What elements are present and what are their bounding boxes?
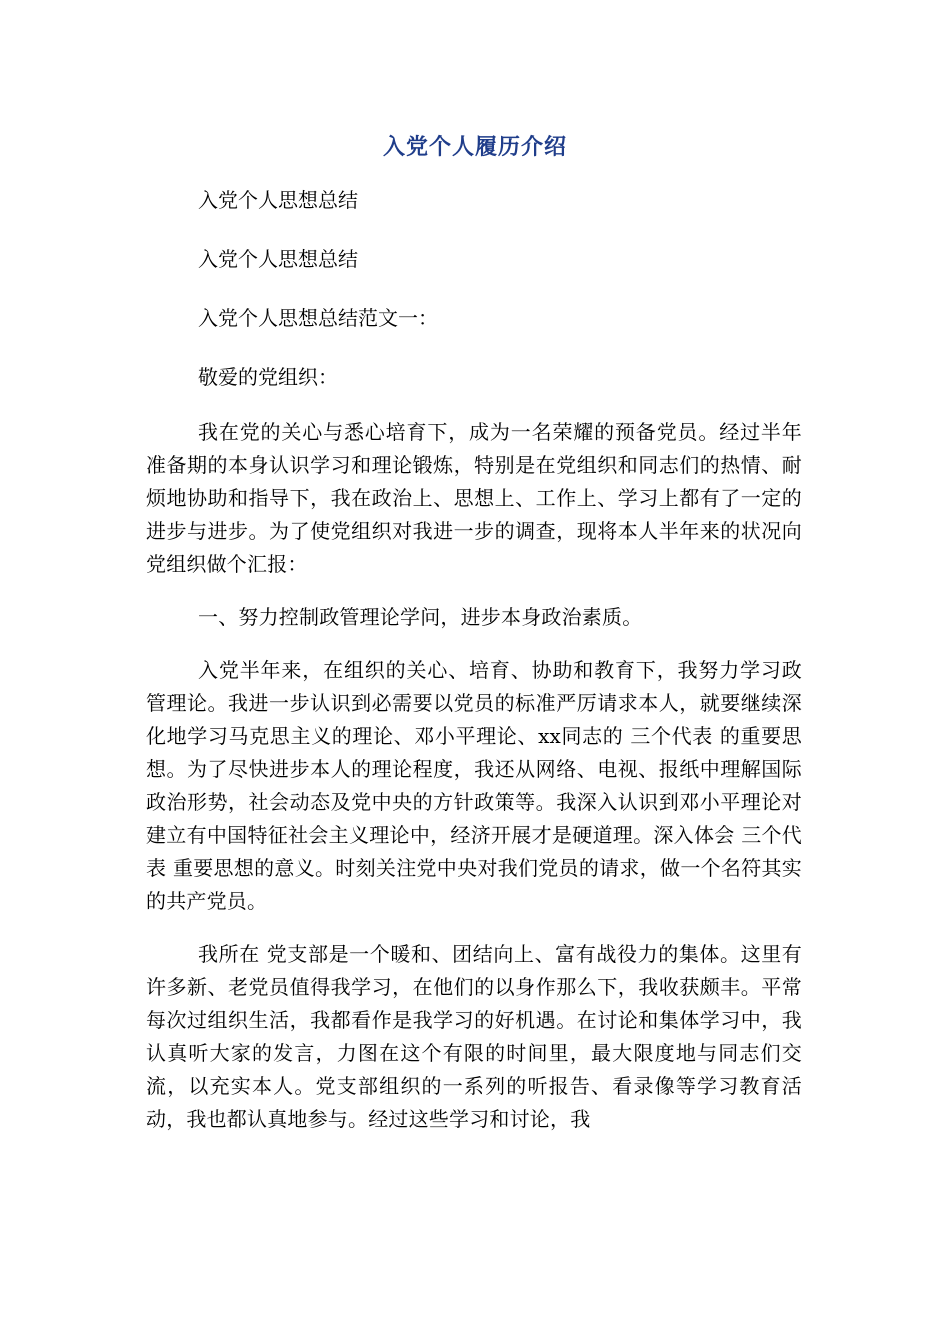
document-body xyxy=(146,180,802,1156)
salutation: 敬爱的党组织： xyxy=(198,365,338,389)
paragraph-theory-study: 入党半年来，在组织的关心、培育、协助和教育下，我努力学习政管理论。我进一步认识到必需要以党员的标准严厉请求本人，就要继续深化地学习马克思主义的理论、邓小平理论、xx同志的 三个代表 的重要思想。为了尽快进步本人的理论程度，我还从网络、电视、报纸中理解国际政治形势，社会动态及党中央的方针政策等。我深入认识到邓小平理论对建立有中国特征社会主义理论中，经济开展才是硬道理。深入体会 三个代表 重要思想的意义。时刻关注党中央对我们党员的请求，做一个名符其实的共产党员。 xyxy=(146,658,802,913)
section-heading-1: 一、努力控制政管理论学问，进步本身政治素质。 xyxy=(198,605,643,629)
paragraph-intro: 我在党的关心与悉心培育下，成为一名荣耀的预备党员。经过半年准备期的本身认识学习和理论锻炼，特别是在党组织和同志们的热情、耐烦地协助和指导下，我在政治上、思想上、工作上、学习上都有了一定的进步与进步。为了使党组织对我进一步的调查，现将本人半年来的状况向党组织做个汇报： xyxy=(146,420,802,576)
heading-line-1: 入党个人思想总结 xyxy=(198,188,358,212)
heading-line-2: 入党个人思想总结 xyxy=(198,247,358,271)
document-title: 入党个人履历介绍 xyxy=(382,135,567,160)
heading-line-3: 入党个人思想总结范文一： xyxy=(198,306,438,330)
paragraph-party-branch: 我所在 党支部是一个暖和、团结向上、富有战役力的集体。这里有许多新、老党员值得我学习，在他们的以身作那么下，我收获颇丰。平常每次过组织生活，我都看作是我学习的好机遇。在讨论和集体学习中，我认真听大家的发言，力图在这个有限的时间里，最大限度地与同志们交流，以充实本人。党支部组织的一系列的听报告、看录像等学习教育活动，我也都认真地参与。经过这些学习和讨论，我 xyxy=(146,942,802,1131)
